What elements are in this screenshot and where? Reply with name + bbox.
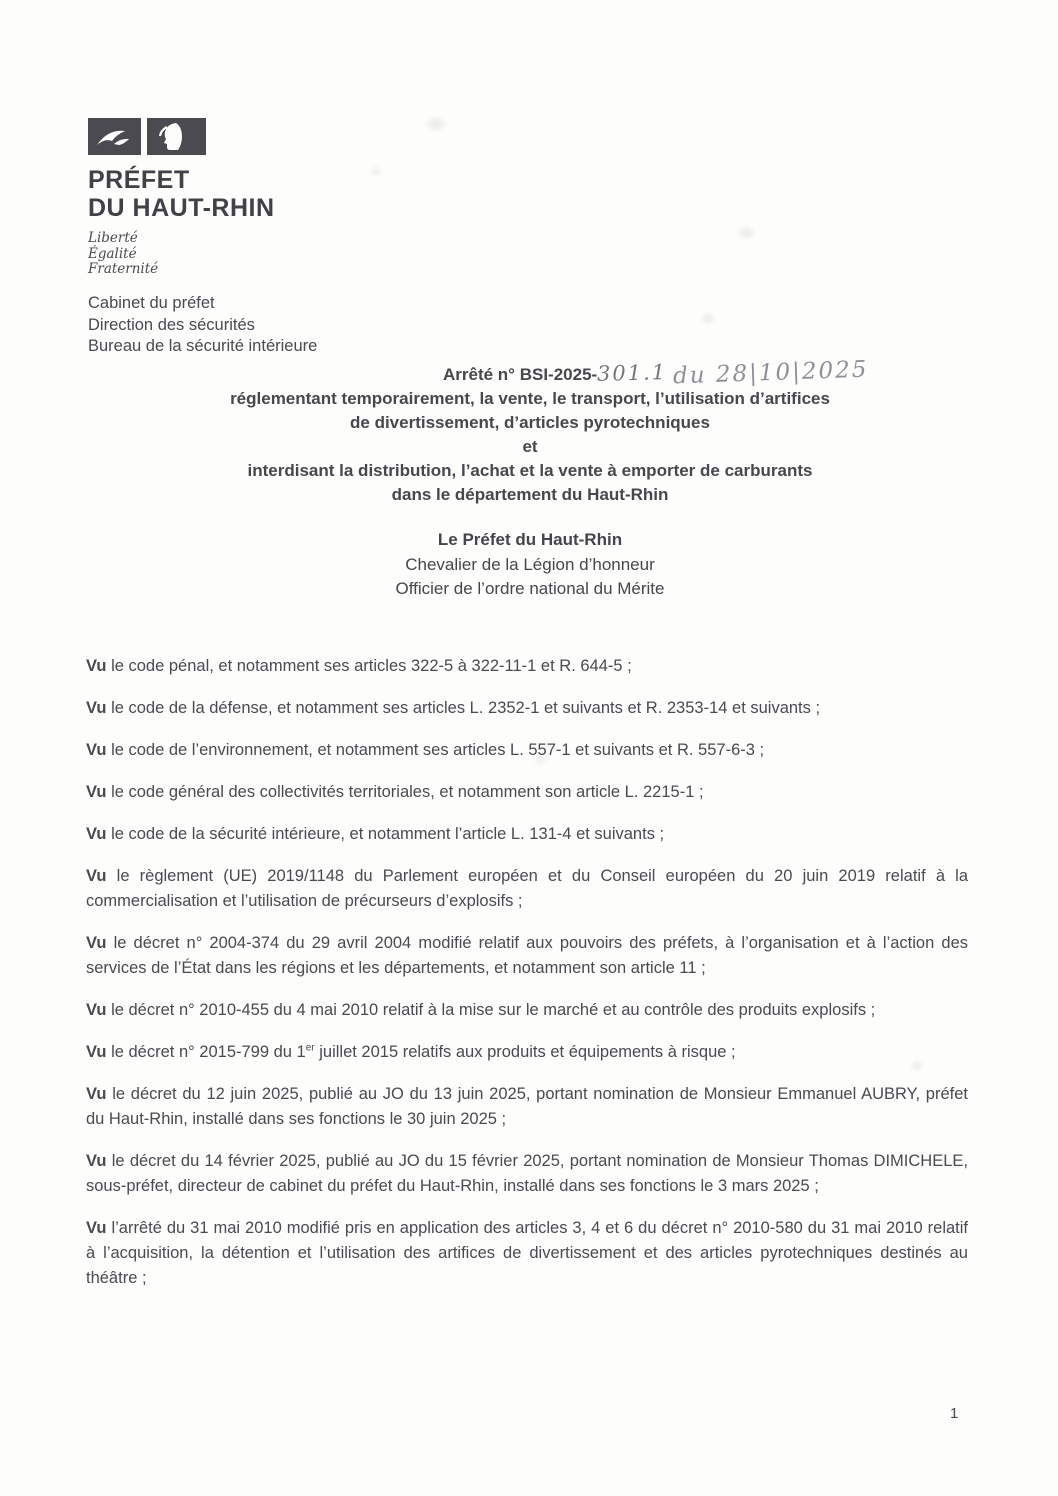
prefecture-name-line1: PRÉFET (88, 166, 190, 194)
authority-subtitle: Chevalier de la Légion d’honneur (405, 554, 655, 574)
recital-paragraph: Vu le code pénal, et notamment ses articles 322-5 à 322-11-1 et R. 644-5 ; (86, 657, 632, 675)
service-line: Bureau de la sécurité intérieure (88, 337, 318, 355)
decree-title-line: interdisant la distribution, l’achat et la vente à emporter de carburants (247, 461, 813, 480)
recital-paragraph: Vu le décret du 12 juin 2025, publié au JO du 13 juin 2025, portant nomination de Monsieur Emmanuel AUBRY, préfet du Haut-Rhin, installé dans ses fonctions le 30 juin 2025 ; (86, 1085, 968, 1128)
recital-paragraph: Vu le décret du 14 février 2025, publié au JO du 15 février 2025, portant nomination de Monsieur Thomas DIMICHELE, sous-préfet, directeur de cabinet du préfet du Haut-Rhin, installé dans ses fonctions le 3 mars 2025 ; (86, 1152, 968, 1195)
decree-title-line: et (522, 437, 538, 456)
authority-title: Le Préfet du Haut-Rhin (437, 530, 623, 549)
decree-date-handwritten: du 28|10|2025 (672, 356, 870, 390)
recital-paragraph: Vu le code de la sécurité intérieure, et notamment l’article L. 131-4 et suivants ; (86, 825, 665, 843)
decree-title-line: de divertissement, d’articles pyrotechniques (350, 413, 710, 432)
recital-paragraph: Vu le règlement (UE) 2019/1148 du Parlement européen et du Conseil européen du 20 juin 2019 relatif à la commercialisation et l’utilisation de précurseurs d’explosifs ; (86, 867, 968, 910)
motto-line: Égalité (88, 245, 137, 262)
authority-subtitle: Officier de l’ordre national du Mérite (395, 579, 665, 598)
decree-title-line: dans le département du Haut-Rhin (391, 485, 669, 504)
prefecture-name-line2: DU HAUT-RHIN (88, 194, 275, 222)
service-line: Direction des sécurités (88, 315, 255, 334)
service-line: Cabinet du préfet (88, 294, 215, 312)
motto-line: Fraternité (88, 261, 159, 277)
decree-number-handwritten: 301.1 (596, 360, 668, 386)
marianne-icon (88, 142, 206, 159)
recital-paragraph: Vu le code de la défense, et notamment ses articles L. 2352-1 et suivants et R. 2353-14 et suivants ; (86, 699, 821, 717)
recital-paragraph: Vu le code général des collectivités territoriales, et notamment son article L. 2215-1 ; (86, 783, 704, 801)
recital-paragraph: Vu le décret n° 2015-799 du 1er juillet 2015 relatifs aux produits et équipements à risque ; (86, 1042, 736, 1061)
page-number: 1 (950, 1405, 959, 1422)
scan-artifact (428, 118, 444, 130)
scan-artifact (702, 314, 714, 323)
issuing-service-block (88, 293, 317, 358)
decree-number-line (85, 356, 975, 390)
recital-paragraph: Vu l’arrêté du 31 mai 2010 modifié pris en application des articles 3, 4 et 6 du décret n° 2010-580 du 31 mai 2010 relatif à l’acquisition, la détention et l’utilisation des artifices de divertissement et des articles pyrotechniques destinés au théâtre ; (86, 1219, 968, 1287)
scan-artifact (372, 168, 380, 175)
motto-line: Liberté (88, 230, 138, 246)
recital-paragraph: Vu le décret n° 2004-374 du 29 avril 2004 modifié relatif aux pouvoirs des préfets, à l’organisation et à l’action des services de l’État dans les régions et les départements, et notamment son article 11 ; (86, 934, 968, 977)
republic-motto (88, 231, 275, 278)
recitals (86, 654, 968, 1308)
decree-title-block (85, 356, 975, 507)
decree-number-printed: Arrêté n° BSI-2025- (443, 365, 598, 384)
authority-block (85, 528, 975, 602)
decree-title-line: réglementant temporairement, la vente, le transport, l’utilisation d’artifices (230, 389, 830, 408)
recital-paragraph: Vu le code de l’environnement, et notamment ses articles L. 557-1 et suivants et R. 557-6-3 ; (86, 741, 765, 759)
prefecture-name (88, 166, 275, 222)
scan-artifact (740, 228, 754, 238)
prefecture-logo-block (88, 118, 275, 278)
recital-paragraph: Vu le décret n° 2010-455 du 4 mai 2010 relatif à la mise sur le marché et au contrôle des produits explosifs ; (86, 1001, 876, 1019)
